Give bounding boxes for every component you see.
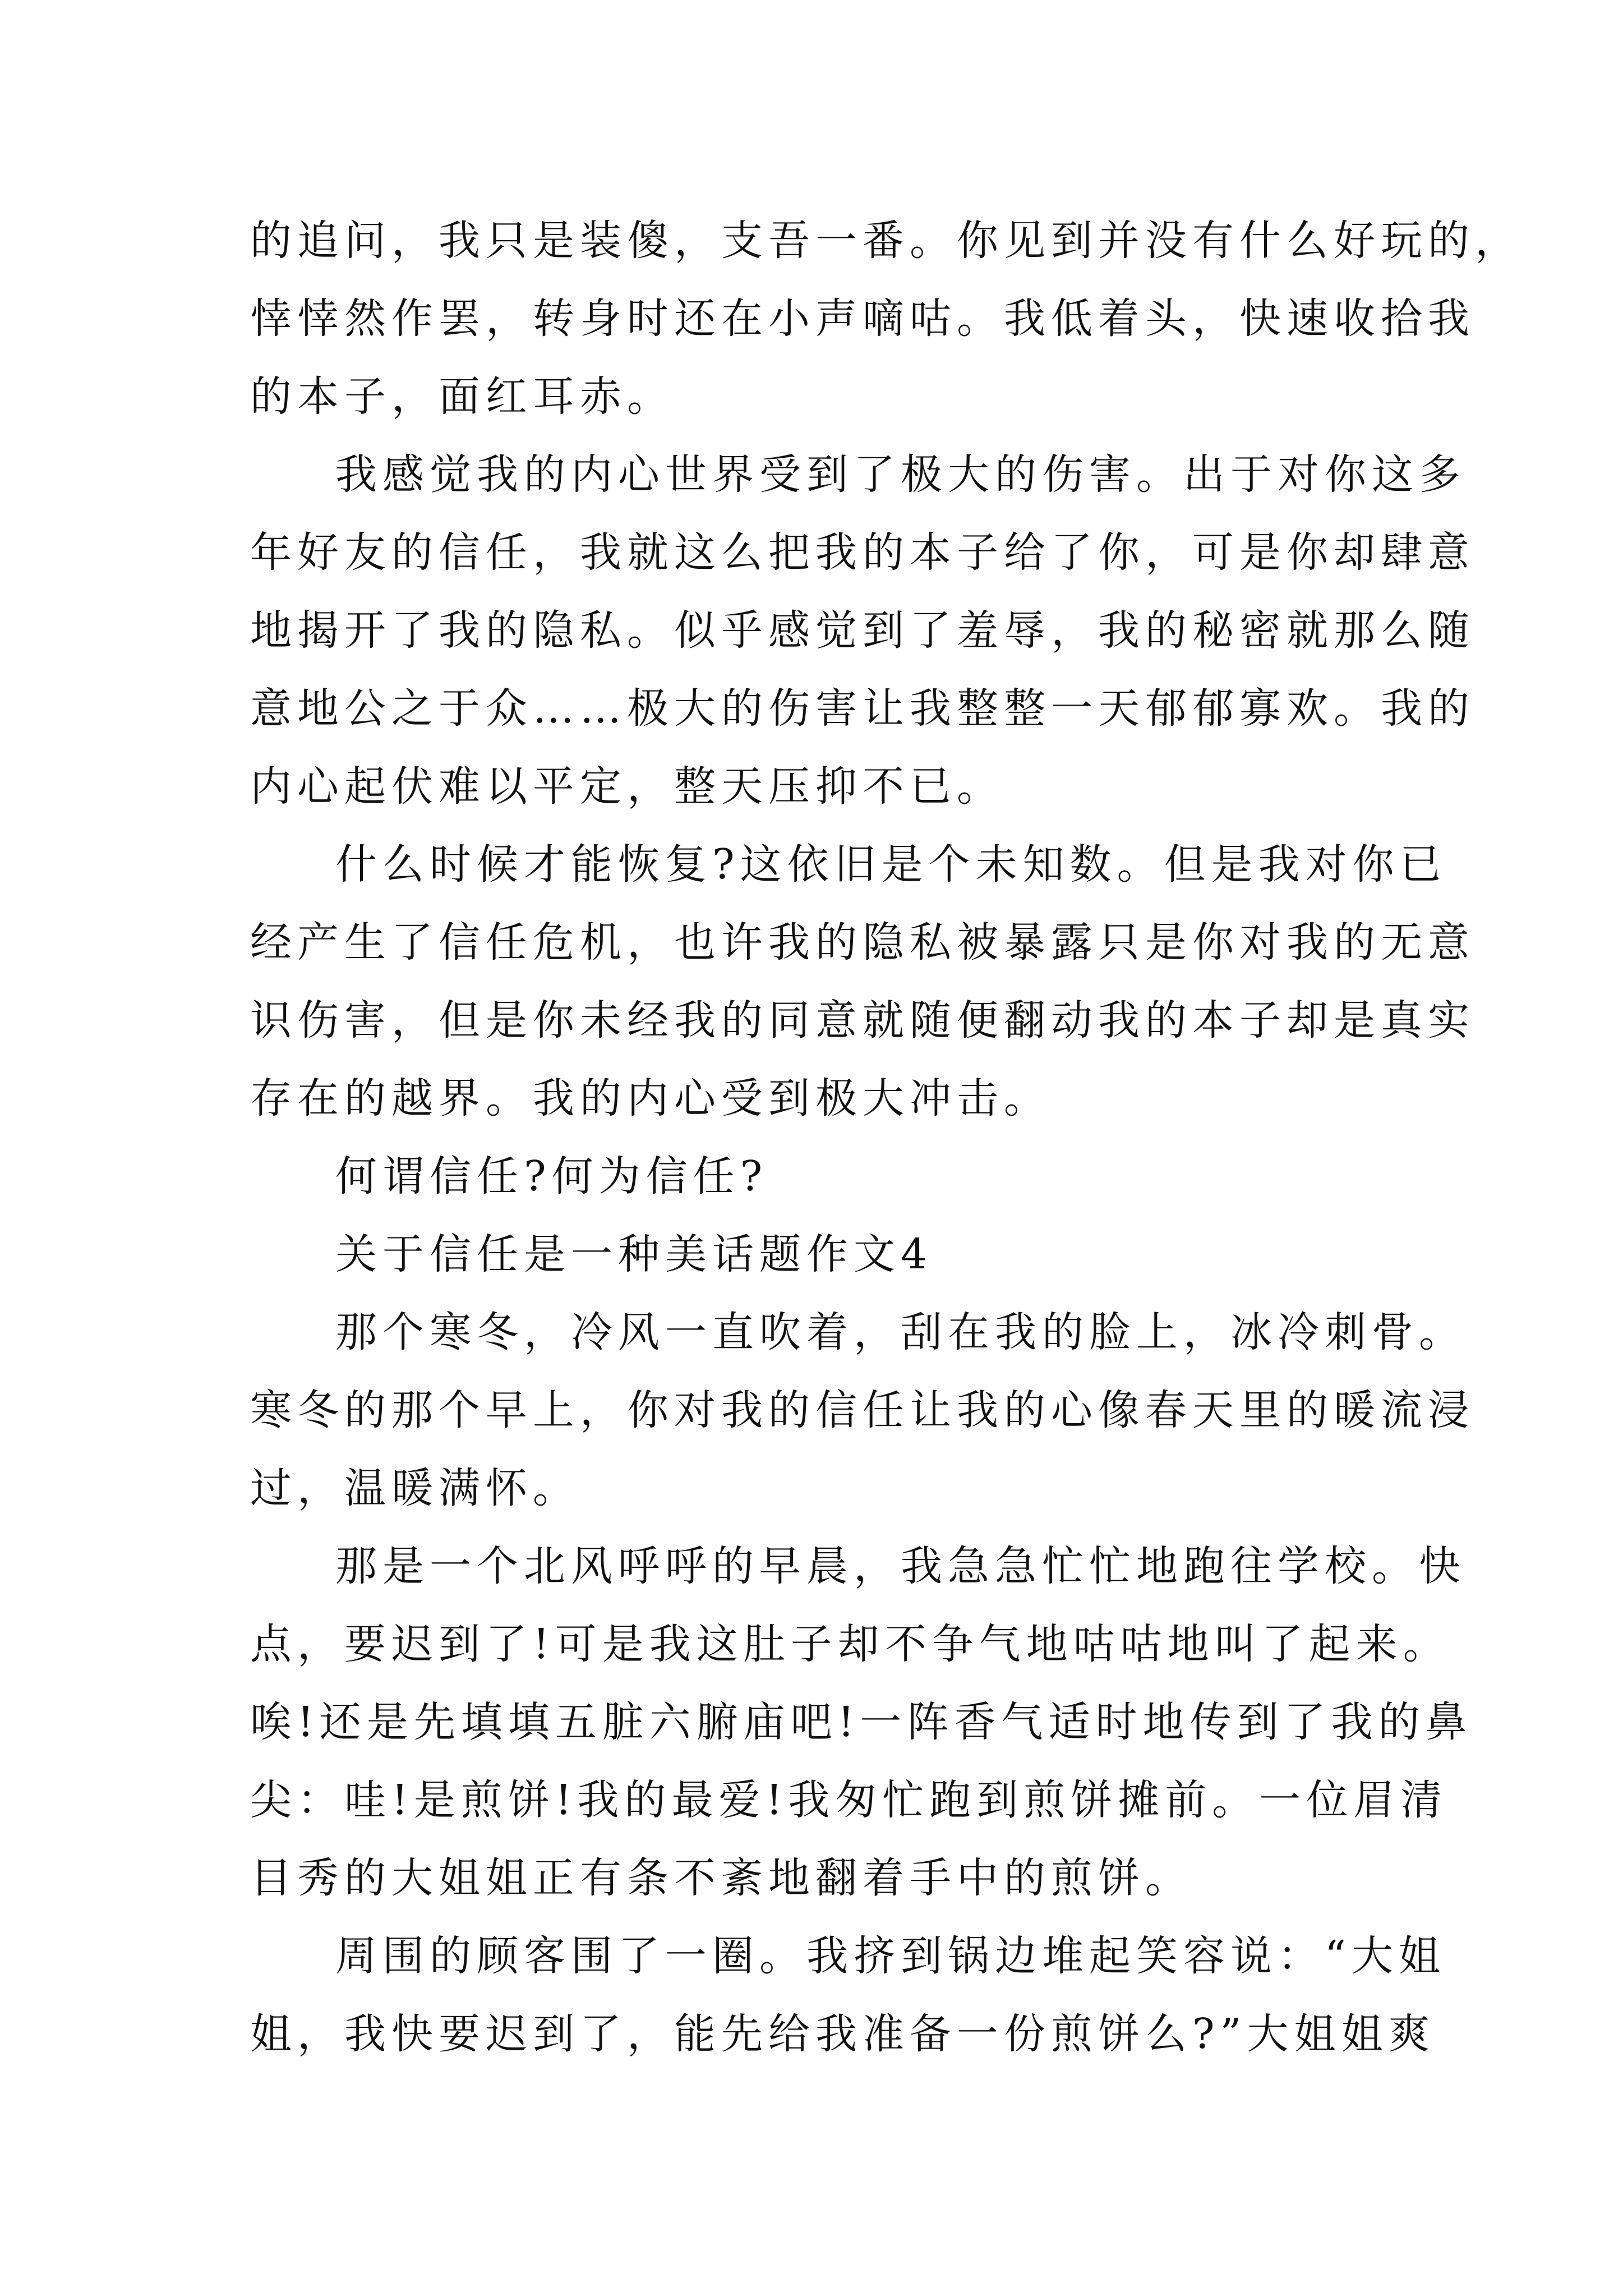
text-line: 的本子，面红耳赤。 [250, 372, 674, 421]
text-line: 目秀的大姐姐正有条不紊地翻着手中的煎饼。 [250, 1854, 1192, 1902]
text-line: 寒冬的那个早上，你对我的信任让我的心像春天里的暖流浸 [250, 1386, 1475, 1434]
text-line: 姐，我快要迟到了，能先给我准备一份煎饼么?”大姐姐爽 [250, 2010, 1436, 2058]
text-line: 那是一个北风呼呼的早晨，我急急忙忙地跑往学校。快 [335, 1542, 1466, 1590]
text-line: 尖：哇!是煎饼!我的最爱!我匆忙跑到煎饼摊前。一位眉清 [250, 1776, 1448, 1824]
text-line: 识伤害，但是你未经我的同意就随便翻动我的本子却是真实 [250, 996, 1475, 1045]
text-line: 周围的顾客围了一圈。我挤到锅边堆起笑容说：“大姐 [335, 1932, 1446, 1980]
text-line: 我感觉我的内心世界受到了极大的伤害。出于对你这多 [335, 450, 1466, 499]
section-heading: 关于信任是一种美话题作文4 [335, 1230, 933, 1278]
text-line: 何谓信任?何为信任? [335, 1152, 768, 1200]
text-line: 那个寒冬，冷风一直吹着，刮在我的脸上，冰冷刺骨。 [335, 1308, 1466, 1356]
body-text [250, 202, 1522, 2073]
text-line: 的追问，我只是装傻，支吾一番。你见到并没有什么好玩的， [250, 217, 1522, 265]
text-line: 过，温暖满怀。 [250, 1464, 580, 1512]
text-line: 悻悻然作罢，转身时还在小声嘀咕。我低着头，快速收拾我 [250, 295, 1475, 343]
text-line: 存在的越界。我的内心受到极大冲击。 [250, 1074, 1051, 1122]
text-line: 什么时候才能恢复?这依旧是个未知数。但是我对你已 [335, 840, 1447, 889]
text-line: 内心起伏难以平定，整天压抑不已。 [250, 762, 1004, 811]
text-line: 唉!还是先填填五脏六腑庙吧!一阵香气适时地传到了我的鼻 [250, 1698, 1473, 1746]
text-line: 意地公之于众……极大的伤害让我整整一天郁郁寡欢。我的 [250, 684, 1475, 733]
text-line: 点，要迟到了!可是我这肚子却不争气地咕咕地叫了起来。 [250, 1620, 1450, 1668]
text-line: 经产生了信任危机，也许我的隐私被暴露只是你对我的无意 [250, 918, 1475, 967]
text-line: 地揭开了我的隐私。似乎感觉到了羞辱，我的秘密就那么随 [250, 606, 1475, 655]
text-line: 年好友的信任，我就这么把我的本子给了你，可是你却肆意 [250, 528, 1475, 577]
